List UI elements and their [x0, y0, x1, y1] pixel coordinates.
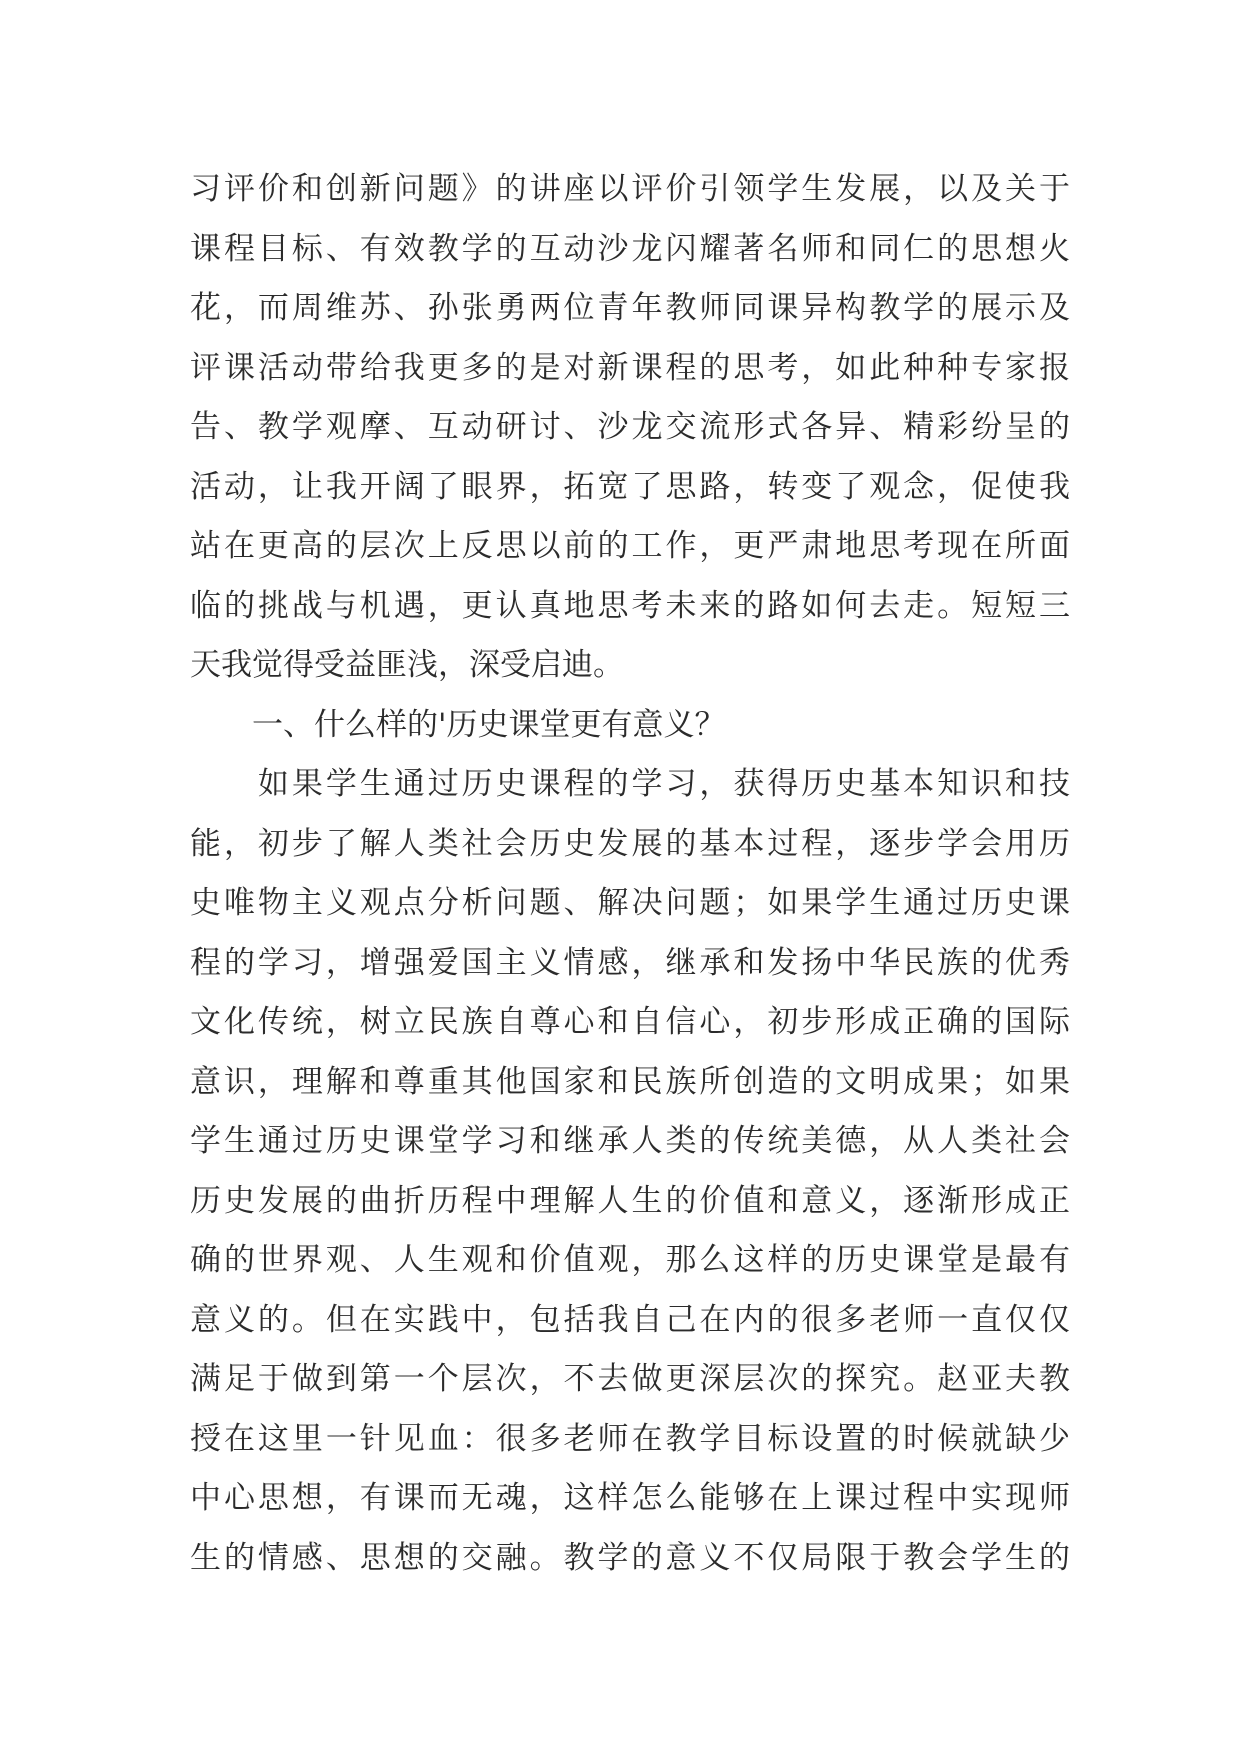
text-line: 告、教学观摩、互动研讨、沙龙交流形式各异、精彩纷呈的	[190, 409, 1070, 445]
text-line: 课程目标、有效教学的互动沙龙闪耀著名师和同仁的思想火	[190, 230, 1070, 267]
text-line: 能，初步了解人类社会历史发展的基本过程，逐步学会用历	[190, 825, 1070, 862]
text-line: 站在更高的层次上反思以前的工作，更严肃地思考现在所面	[190, 528, 1070, 564]
section-heading: 一、什么样的'历史课堂更有意义？	[190, 706, 726, 743]
body-text	[190, 160, 1070, 1588]
text-line: 确的世界观、人生观和价值观，那么这样的历史课堂是最有	[190, 1242, 1070, 1278]
text-line: 历史发展的曲折历程中理解人生的价值和意义，逐渐形成正	[190, 1182, 1070, 1219]
text-line: 程的学习，增强爱国主义情感，继承和发扬中华民族的优秀	[190, 944, 1070, 981]
text-line: 史唯物主义观点分析问题、解决问题；如果学生通过历史课	[190, 885, 1070, 921]
text-line: 生的情感、思想的交融。教学的意义不仅局限于教会学生的	[190, 1539, 1070, 1576]
text-line: 活动，让我开阔了眼界，拓宽了思路，转变了观念，促使我	[190, 468, 1070, 505]
text-line: 意识，理解和尊重其他国家和民族所创造的文明成果；如果	[190, 1063, 1070, 1100]
text-line: 中心思想，有课而无魂，这样怎么能够在上课过程中实现师	[190, 1480, 1070, 1516]
text-line: 授在这里一针见血：很多老师在教学目标设置的时候就缺少	[190, 1420, 1070, 1457]
text-line: 花，而周维苏、孙张勇两位青年教师同课异构教学的展示及	[190, 290, 1070, 326]
text-line: 意义的。但在实践中，包括我自己在内的很多老师一直仅仅	[190, 1301, 1070, 1338]
text-line: 临的挑战与机遇，更认真地思考未来的路如何去走。短短三	[190, 587, 1070, 624]
text-line: 评课活动带给我更多的是对新课程的思考，如此种种专家报	[190, 349, 1070, 386]
text-line: 文化传统，树立民族自尊心和自信心，初步形成正确的国际	[190, 1004, 1070, 1040]
text-line: 学生通过历史课堂学习和继承人类的传统美德，从人类社会	[190, 1123, 1070, 1159]
text-line: 如果学生通过历史课程的学习，获得历史基本知识和技	[190, 766, 1070, 802]
text-line: 满足于做到第一个层次，不去做更深层次的探究。赵亚夫教	[190, 1361, 1070, 1397]
text-line: 习评价和创新问题》的讲座以评价引领学生发展，以及关于	[190, 171, 1070, 207]
text-line: 天我觉得受益匪浅，深受启迪。	[190, 647, 624, 683]
